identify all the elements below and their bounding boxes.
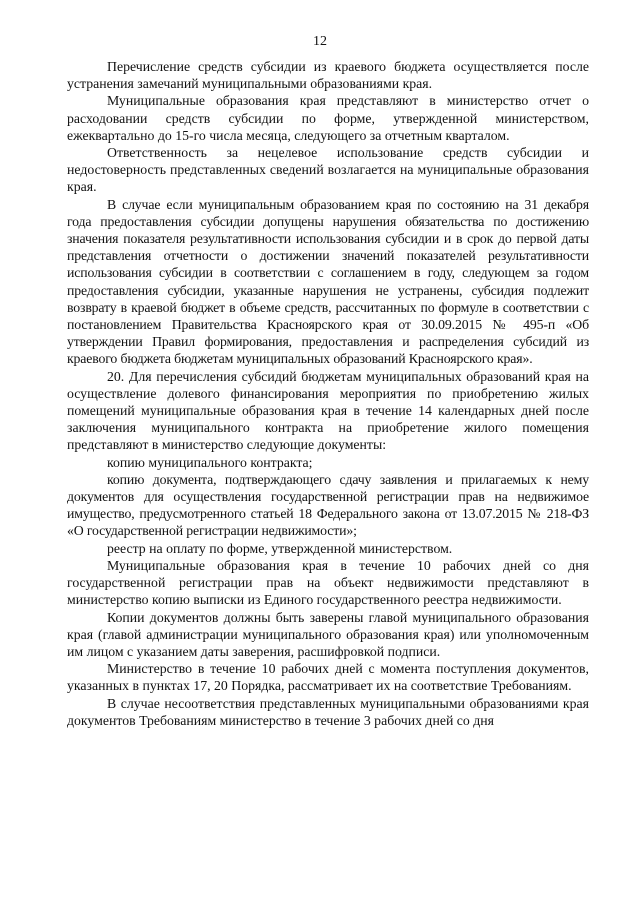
paragraph-ministry-review: Министерство в течение 10 рабочих дней с момента поступления документов, указанных в пунктах 17, 20 Порядка, рассматривает их на соответствие Требованиям. bbox=[67, 661, 589, 694]
page-number: 12 bbox=[313, 34, 327, 49]
paragraph-contract-copy: копию муниципального контракта; bbox=[107, 454, 313, 470]
paragraph-section-20: 20. Для перечисления субсидий бюджетам муниципальных образований края на осуществление долевого финансирования мероприятия по приобретению жилых помещений муниципальные образования края в течение 14 календарных дней после заключения муниципального контракта на приобретение жилого помещения представляют в министерство следующие документы: bbox=[67, 368, 589, 453]
paragraph-registry-extract: Муниципальные образования края в течение 10 рабочих дней со дня государственной регистрации прав на объект недвижимости представляют в министерство копию выписки из Единого государственного реестра недвижимости. bbox=[67, 557, 589, 608]
document-body bbox=[67, 58, 589, 729]
paragraph-noncompliance: В случае несоответствия представленных муниципальными образованиями края документов Требованиям министерство в течение 3 рабочих дней со дня bbox=[67, 695, 589, 728]
paragraph-certification: Копии документов должны быть заверены главой муниципального образования края (главой администрации муниципального образования края) или уполномоченным им лицом с указанием даты заверения, расшифровкой подписи. bbox=[67, 609, 589, 659]
paragraph-report-submission: Муниципальные образования края представляют в министерство отчет о расходовании средств субсидии по форме, утвержденной министерством, ежеквартально до 15-го числа месяца, следующего за отчетным кварталом. bbox=[67, 93, 589, 143]
paragraph-registration-copy: копию документа, подтверждающего сдачу заявления и прилагаемых к нему документов для осуществления государственной регистрации прав на недвижимое имущество, предусмотренного статьей 18 Федерального закона от 13.07.2015 № 218-ФЗ «О государственной регистрации недвижимости»; bbox=[67, 471, 589, 539]
paragraph-subsidy-transfer: Перечисление средств субсидии из краевого бюджета осуществляется после устранения замечаний муниципальными образованиями края. bbox=[67, 59, 589, 92]
paragraph-responsibility: Ответственность за нецелевое использование средств субсидии и недостоверность представленных сведений возлагается на муниципальные образования края. bbox=[67, 145, 589, 195]
paragraph-violation-return: В случае если муниципальным образованием края по состоянию на 31 декабря года предоставления субсидии допущены нарушения обязательства по достижению значения показателя результативности использования субсидии и в срок до первой даты представления отчетности о достижении значений показателей результативности использования субсидии в соответствии с соглашением в году, следующем за годом предоставления субсидии, указанные нарушения не устранены, субсидия подлежит возврату в краевой бюджет в объеме средств, рассчитанных по формуле в соответствии с постановлением Правительства Красноярского края от 30.09.2015 № 495-п «Об утверждении Правил формирования, предоставления и распределения субсидий из краевого бюджета бюджетам муниципальных образований Красноярского края». bbox=[67, 196, 589, 367]
paragraph-payment-register: реестр на оплату по форме, утвержденной министерством. bbox=[107, 540, 453, 556]
